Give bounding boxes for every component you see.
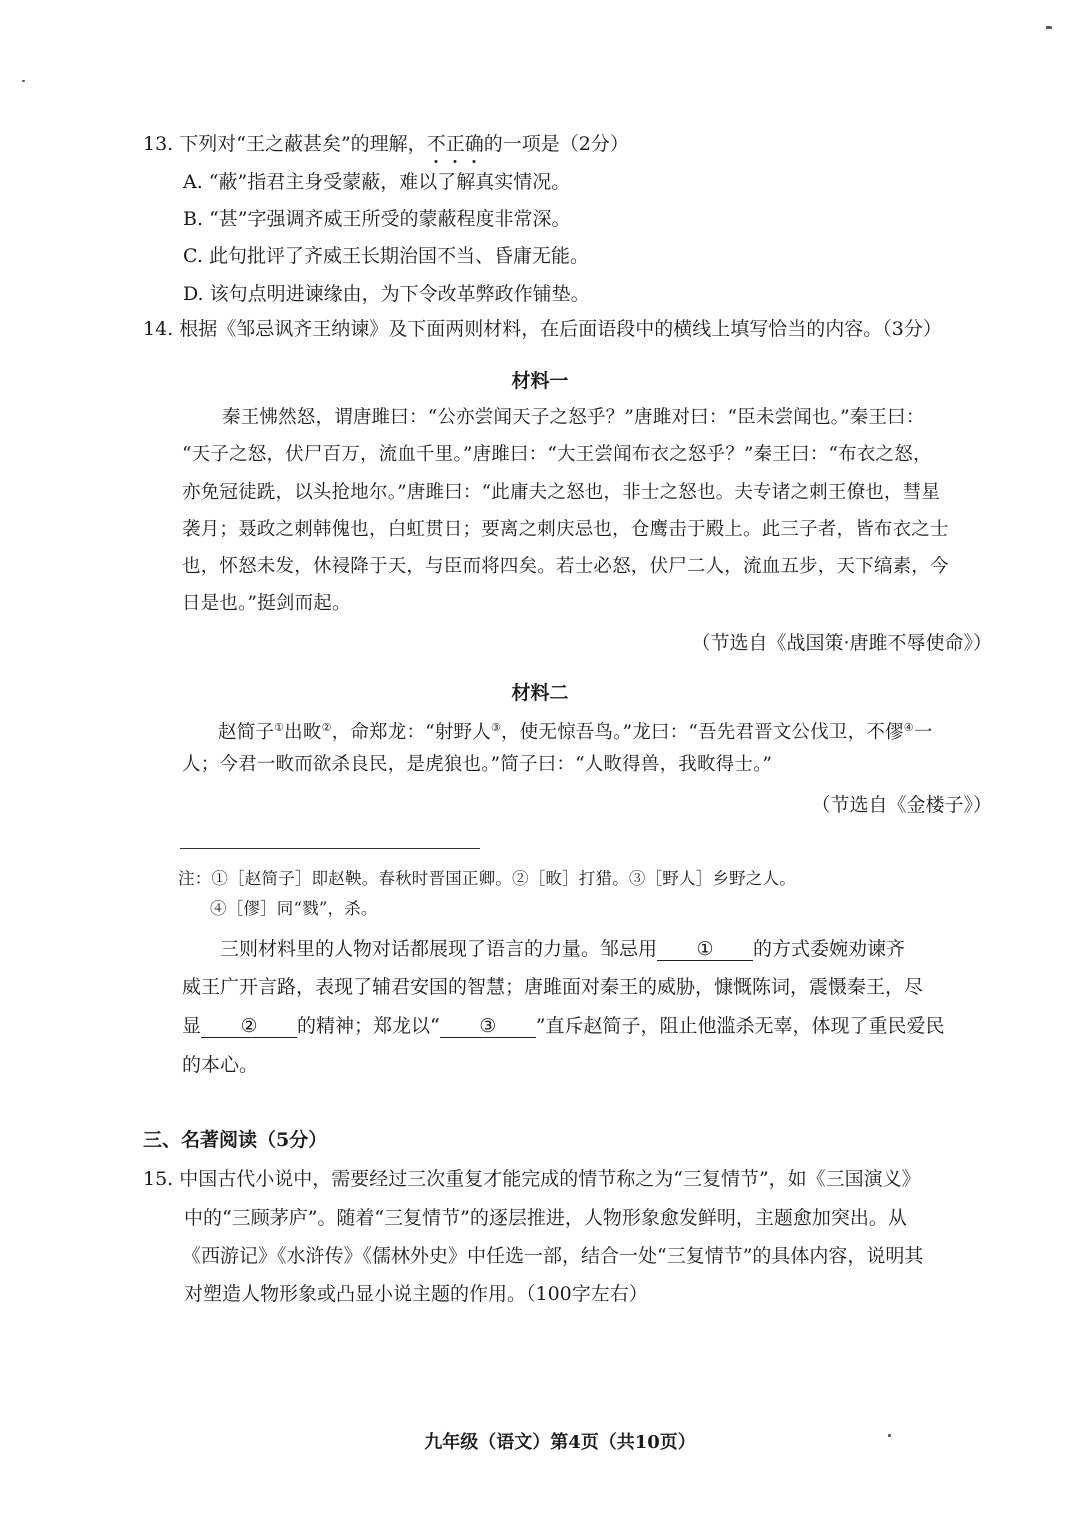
material-one-line: 亦免冠徒跣，以头抢地尔。”唐雎曰：“此庸夫之怒也，非士之怒也。夫专诸之刺王僚也，彗星 xyxy=(182,482,941,503)
fill-paragraph-line: 威王广开言路，表现了辅君安国的智慧；唐雎面对秦王的威胁，慷慨陈词，震慑秦王，尽 xyxy=(182,976,924,998)
material-two-text: 赵简子 xyxy=(218,722,275,744)
answer-blank-1[interactable]: ① xyxy=(657,938,753,961)
material-one-line: 日是也。”挺剑而起。 xyxy=(182,593,351,614)
paragraph-text: 的方式委婉劝谏齐 xyxy=(753,938,906,960)
fill-paragraph-line: 的本心。 xyxy=(182,1054,259,1076)
q13-stem-text: 13. 下列对“王之蔽甚矣”的理解， xyxy=(143,133,427,155)
material-two-text: 出畋 xyxy=(284,722,322,744)
material-one-line: 袭月；聂政之刺韩傀也，白虹贯日；要离之刺庆忌也，仓鹰击于殿上。此三子者，皆布衣之士 xyxy=(182,519,949,540)
material-one-source: （节选自《战国策·唐雎不辱使命》） xyxy=(691,632,992,654)
material-two-text: ，使无惊吾鸟。”龙曰：“吾先君晋文公伐卫，不僇 xyxy=(500,722,904,744)
emphasis-char: 不 xyxy=(426,133,446,155)
q15-line: 对塑造人物形象或凸显小说主题的作用。（100字左右） xyxy=(184,1283,648,1305)
footnote-divider xyxy=(180,848,480,849)
fill-paragraph-line xyxy=(182,1013,944,1039)
scan-speck xyxy=(1046,26,1052,29)
fill-paragraph-line xyxy=(220,936,905,962)
material-one-title: 材料一 xyxy=(511,370,569,392)
paragraph-text: ”直斥赵简子，阻止他滥杀无辜，体现了重民爱民 xyxy=(535,1015,945,1037)
scan-speck xyxy=(22,80,25,82)
q15-line: 《西游记》《水浒传》《儒林外史》中任选一部，结合一处“三复情节”的具体内容，说明其 xyxy=(182,1245,924,1267)
material-two-title: 材料二 xyxy=(511,682,569,704)
q14-stem: 14. 根据《邹忌讽齐王纳谏》及下面两则材料，在后面语段中的横线上填写恰当的内容。（3分） xyxy=(143,318,942,340)
footnote-marker: ③ xyxy=(490,721,501,734)
q13-option-b: B. “甚”字强调齐威王所受的蒙蔽程度非常深。 xyxy=(183,208,571,230)
q15-line: 中的“三顾茅庐”。随着“三复情节”的逐层推进，人物形象愈发鲜明，主题愈加突出。从 xyxy=(184,1207,907,1229)
section-3-title: 三、名著阅读（5分） xyxy=(143,1129,328,1151)
emphasis-char: 正 xyxy=(445,133,465,155)
paragraph-text: 显 xyxy=(182,1015,202,1037)
material-two-line xyxy=(218,715,933,746)
answer-blank-3[interactable]: ③ xyxy=(440,1015,536,1038)
q13-stem xyxy=(143,131,629,157)
material-two-text: ，命郑龙：“射野人 xyxy=(331,722,491,744)
footnote-marker: ② xyxy=(321,721,332,734)
q13-option-d: D. 该句点明进谏缘由，为下令改革弊政作铺垫。 xyxy=(183,283,590,305)
page-footer: 九年级（语文）第4页（共10页） xyxy=(424,1432,696,1453)
answer-blank-2[interactable]: ② xyxy=(201,1015,297,1038)
q13-option-a: A. “蔽”指君主身受蒙蔽，难以了解真实情况。 xyxy=(183,171,571,193)
footnote-marker: ① xyxy=(274,721,285,734)
material-one-line: “天子之怒，伏尸百万，流血千里。”唐雎曰：“大王尝闻布衣之怒乎？”秦王曰：“布衣之怒， xyxy=(182,444,932,465)
footnote-line: ④［僇］同“戮”，杀。 xyxy=(210,899,378,918)
material-one-line: 也，怀怒未发，休祲降于天，与臣而将四矣。若士必怒，伏尸二人，流血五步，天下缟素，今 xyxy=(182,556,949,577)
q15-line: 15. 中国古代小说中，需要经过三次重复才能完成的情节称之为“三复情节”，如《三国演义》 xyxy=(143,1168,921,1190)
material-two-line: 人；今君一畋而欲杀良民，是虎狼也。”简子曰：“人畋得兽，我畋得士。” xyxy=(182,754,773,775)
q13-stem-tail: 的一项是（2分） xyxy=(483,133,629,155)
material-one-line: 秦王怫然怒，谓唐雎曰：“公亦尝闻天子之怒乎？”唐雎对曰：“臣未尝闻也。”秦王曰： xyxy=(222,407,925,428)
emphasis-char: 确 xyxy=(464,133,484,155)
footnote-line: 注：①［赵简子］即赵鞅。春秋时晋国正卿。②［畋］打猎。③［野人］乡野之人。 xyxy=(178,869,796,888)
material-two-text: 一 xyxy=(913,722,933,744)
footnote-marker: ④ xyxy=(903,721,914,734)
q13-option-c: C. 此句批评了齐威王长期治国不当、昏庸无能。 xyxy=(183,245,589,267)
paragraph-text: 三则材料里的人物对话都展现了语言的力量。邹忌用 xyxy=(220,938,658,960)
paragraph-text: 的精神；郑龙以“ xyxy=(297,1015,440,1037)
material-two-source: （节选自《金楼子》） xyxy=(811,794,992,816)
